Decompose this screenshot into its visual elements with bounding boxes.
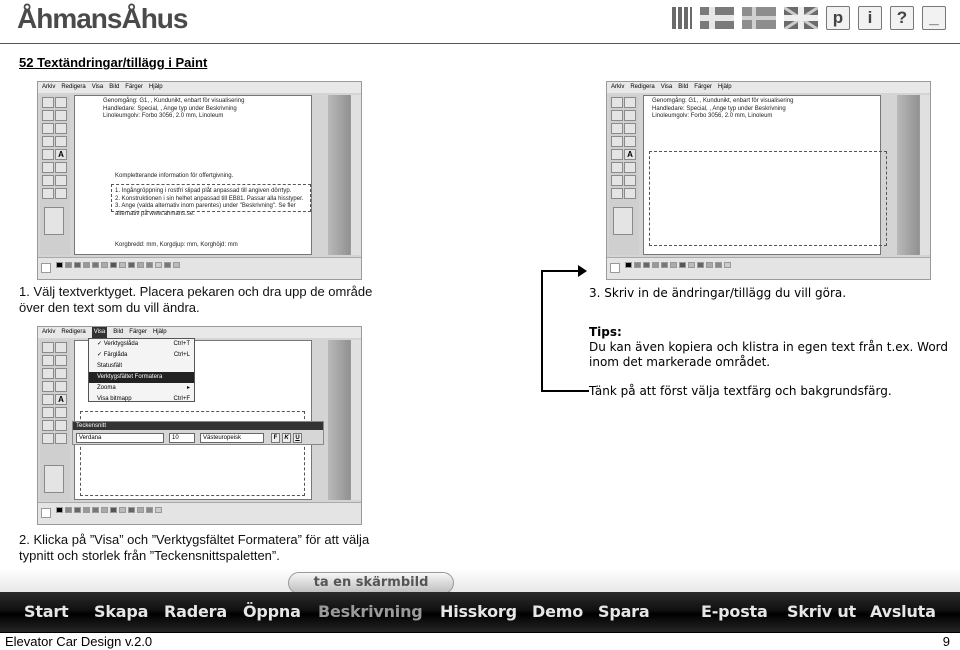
- menu-option-farglada[interactable]: ✓ Färglåda Ctrl+L: [97, 352, 190, 358]
- page-number: 9: [942, 634, 950, 649]
- top-toolbar: [672, 6, 946, 30]
- arrow-head-icon: [578, 265, 587, 277]
- print-icon[interactable]: p: [826, 6, 850, 30]
- nav-radera[interactable]: Radera: [164, 602, 227, 621]
- menu-item: Färger: [125, 84, 143, 90]
- uk-flag-icon[interactable]: [784, 7, 818, 29]
- app-version: Elevator Car Design v.2.0: [5, 634, 153, 649]
- paint-scrollbar: [919, 95, 931, 255]
- menu-item: Bild: [109, 84, 120, 90]
- norway-flag-icon[interactable]: [700, 7, 734, 29]
- menu-item-visa: Visa: [92, 327, 108, 338]
- paint-scrollbar: [350, 95, 362, 255]
- paint-toolbox: [40, 95, 70, 255]
- font-script-select[interactable]: Västeuropeisk: [200, 433, 264, 443]
- nav-demo[interactable]: Demo: [532, 602, 583, 621]
- italic-button[interactable]: K: [282, 433, 291, 443]
- connector-line: [541, 270, 579, 272]
- paint-canvas: [74, 95, 312, 255]
- bold-button[interactable]: F: [271, 433, 280, 443]
- menu-option-formatera[interactable]: Verktygsfältet Formatera: [89, 372, 194, 383]
- connector-line: [541, 390, 589, 392]
- menu-option-statusfalt[interactable]: Statusfält: [97, 363, 123, 369]
- grid-icon: [672, 7, 692, 29]
- paint-toolbox: [40, 340, 70, 500]
- menu-item: Redigera: [61, 84, 86, 90]
- minimize-icon[interactable]: _: [922, 6, 946, 30]
- step1-caption: 1. Välj textverktyget. Placera pekaren och dra upp de område över den text som du vill ändra.: [19, 284, 373, 315]
- canvas-header-text: Genomgång: G1, , Kundunikt, enbart för visualisering Handledare: Special, , Ange typ under Beskrivning Linoleumgolv: Forbo 3056, 2.0 mm, Linoleum: [652, 98, 794, 119]
- screenshot-tab-button[interactable]: ta en skärmbild: [288, 572, 454, 594]
- canvas-info-text: Kompletterande information för offertgivning. 1. Ingångröppning i rostfri slipad plåt anpassad till angiven dörrtyp. 2. Konstruktionen i sin helhet anpassad till EB81. Passar alla hisstyper. 3. Ange (valda alternativ inom parentes) under "Beskrivning". Se fler alternativ på www.ahmans.se.: [115, 173, 304, 217]
- paint-menubar: [607, 82, 930, 93]
- main-nav: [0, 592, 960, 632]
- selection-marquee: [649, 151, 887, 246]
- menu-option-zooma[interactable]: Zooma ▸: [97, 385, 190, 391]
- menu-option-visa-bitmapp[interactable]: Visa bitmapp Ctrl+F: [97, 396, 190, 402]
- paint-menubar: [38, 327, 361, 338]
- nav-hisskorg[interactable]: Hisskorg: [440, 602, 517, 621]
- company-logo: ÅhmansÅhus: [17, 3, 188, 34]
- nav-beskrivning[interactable]: Beskrivning: [318, 602, 423, 621]
- menu-item: Färger: [694, 84, 712, 90]
- page-title: 52 Textändringar/tillägg i Paint: [19, 55, 208, 70]
- connector-line: [541, 270, 543, 392]
- paint-toolbox: [609, 95, 639, 255]
- menu-item: Redigera: [630, 84, 655, 90]
- sweden-flag-icon[interactable]: [742, 7, 776, 29]
- view-menu-dropdown: [88, 338, 195, 402]
- header: [0, 0, 960, 44]
- text-tool-icon: A: [624, 149, 636, 160]
- menu-item: Arkiv: [42, 329, 56, 335]
- menu-item: Redigera: [61, 329, 86, 335]
- menu-option-verktygslada[interactable]: ✓ Verktygslåda Ctrl+T: [97, 341, 190, 347]
- nav-oppna[interactable]: Öppna: [243, 602, 301, 621]
- tips-line: Du kan även kopiera och klistra in egen text från t.ex. Word: [589, 340, 949, 354]
- selection-marquee: [111, 184, 311, 212]
- nav-start[interactable]: Start: [24, 602, 69, 621]
- nav-skriv-ut[interactable]: Skriv ut: [787, 602, 856, 621]
- font-size-select[interactable]: 10: [169, 433, 195, 443]
- step2-caption: 2. Klicka på ”Visa” och ”Verktygsfältet Formatera” för att välja typnitt och storlek från ”Teckensnittspaletten”.: [19, 532, 370, 563]
- tips-heading: Tips:: [589, 325, 622, 339]
- font-toolbar-title: Teckensnitt: [73, 422, 323, 430]
- menu-item: Färger: [129, 329, 147, 335]
- menu-item: Hjälp: [148, 84, 163, 90]
- nav-spara[interactable]: Spara: [598, 602, 650, 621]
- underline-button[interactable]: U: [293, 433, 302, 443]
- step3-caption: 3. Skriv in de ändringar/tillägg du vill göra.: [589, 286, 847, 300]
- menu-item: Visa: [660, 84, 673, 90]
- nav-skapa[interactable]: Skapa: [94, 602, 149, 621]
- help-icon[interactable]: ?: [890, 6, 914, 30]
- paint-menubar: [38, 82, 361, 93]
- paint-color-palette: [38, 502, 361, 524]
- text-tool-icon: A: [55, 394, 67, 405]
- menu-item: Arkiv: [42, 84, 56, 90]
- paint-canvas: [643, 95, 881, 255]
- font-toolbar: [72, 421, 324, 445]
- paint-screenshot-3: [606, 81, 931, 280]
- font-name-select[interactable]: Verdana: [76, 433, 164, 443]
- tips-line: Tänk på att först välja textfärg och bakgrundsfärg.: [589, 384, 892, 398]
- info-icon[interactable]: i: [858, 6, 882, 30]
- text-tool-icon: A: [55, 149, 67, 160]
- canvas-header-text: Genomgång: G1, , Kundunikt, enbart för visualisering Handledare: Special, , Ange typ under Beskrivning Linoleumgolv: Forbo 3056, 2.0 mm, Linoleum: [103, 98, 245, 119]
- paint-color-palette: [607, 257, 930, 279]
- menu-item: Bild: [678, 84, 689, 90]
- nav-e-posta[interactable]: E-posta: [701, 602, 768, 621]
- menu-item: Hjälp: [717, 84, 732, 90]
- menu-item: Bild: [113, 329, 124, 335]
- tips-line: inom det markerade området.: [589, 355, 771, 369]
- footer: [0, 632, 960, 650]
- canvas-dims-text: Korgbredd: mm, Korgdjup: mm, Korghöjd: mm: [115, 242, 238, 248]
- menu-item: Arkiv: [611, 84, 625, 90]
- paint-color-palette: [38, 257, 361, 279]
- menu-item: Visa: [91, 84, 104, 90]
- tab-strip: [0, 568, 960, 592]
- paint-screenshot-1: [37, 81, 362, 280]
- paint-scrollbar: [350, 340, 362, 500]
- tips-box: [589, 325, 959, 399]
- paint-screenshot-2: [37, 326, 362, 525]
- menu-item: Hjälp: [152, 329, 167, 335]
- nav-avsluta[interactable]: Avsluta: [870, 602, 936, 621]
